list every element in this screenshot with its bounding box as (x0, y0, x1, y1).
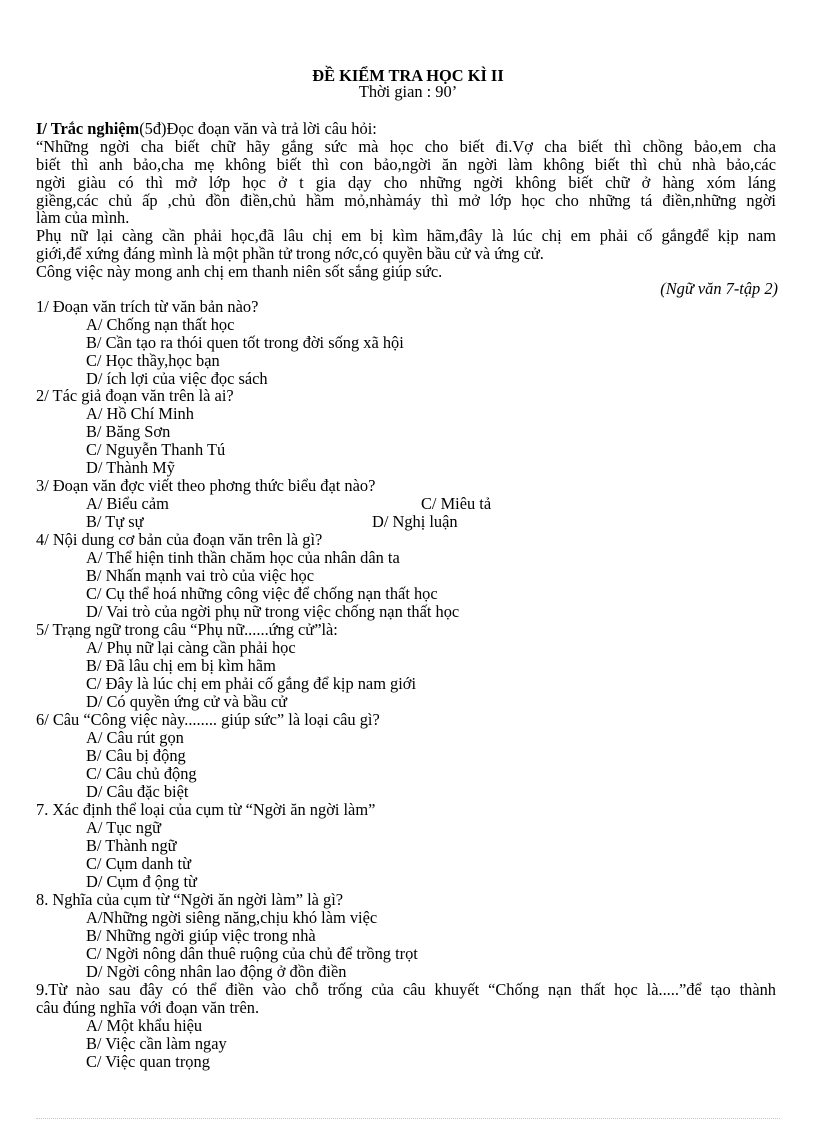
q4-option-c: C/ Cụ thể hoá những công việc để chống nạn thất học (86, 584, 438, 603)
exam-title: ĐỀ KIỂM TRA HỌC KÌ II (312, 66, 504, 85)
exam-time: Thời gian : 90’ (358, 82, 458, 101)
q5-option-a: A/ Phụ nữ lại càng cần phải học (86, 638, 296, 657)
q2-option-a: A/ Hồ Chí Minh (86, 404, 194, 423)
q1-option-d: D/ ích lợi của việc đọc sách (86, 369, 268, 388)
q6-option-c: C/ Câu chủ động (86, 764, 197, 783)
q5-option-d: D/ Có quyền ứng cử và bầu cử (86, 692, 287, 711)
q2-option-c: C/ Nguyễn Thanh Tú (86, 440, 226, 459)
q4-option-a: A/ Thể hiện tinh thần chăm học của nhân dân ta (86, 548, 400, 567)
part1-heading-line (36, 120, 377, 138)
page-bottom-rule (36, 1118, 780, 1119)
q8-option-a: A/Những ngời siêng năng,chịu khó làm việc (86, 908, 378, 927)
q5-option-b: B/ Đã lâu chị em bị kìm hãm (86, 656, 276, 675)
q8-option-b: B/ Những ngời giúp việc trong nhà (86, 926, 316, 945)
passage-source: (Ngữ văn 7-tập 2) (660, 279, 778, 298)
q3-option-d: D/ Nghị luận (372, 512, 458, 531)
passage-line: giới,để xứng đáng mình là một phần tử trong nớc,có quyền bầu cử và ứng cử. (36, 244, 544, 263)
question-6: 6/ Câu “Công việc này........ giúp sức” là loại câu gì? (36, 710, 380, 729)
q1-option-c: C/ Học thầy,học bạn (86, 351, 220, 370)
q7-option-c: C/ Cụm danh từ (86, 854, 191, 873)
q7-option-d: D/ Cụm đ ộng từ (86, 872, 197, 891)
q6-option-a: A/ Câu rút gọn (86, 728, 184, 747)
q4-option-d: D/ Vai trò của ngời phụ nữ trong việc chống nạn thất học (86, 602, 460, 621)
q3-option-b: B/ Tự sự (86, 512, 144, 531)
passage-line: Phụ nữ lại càng cần phải học,đã lâu chị em bị kìm hãm,đây là lúc chị em phải cố gắngđể kịp nam (36, 226, 776, 245)
q6-option-d: D/ Câu đặc biệt (86, 782, 189, 801)
question-3: 3/ Đoạn văn đợc viết theo phơng thức biểu đạt nào? (36, 476, 376, 495)
q3-option-c: C/ Miêu tả (421, 494, 492, 513)
q9-option-a: A/ Một khẩu hiệu (86, 1016, 203, 1035)
question-5: 5/ Trạng ngữ trong câu “Phụ nữ......ứng cử”là: (36, 620, 338, 639)
part1-heading: I/ Trắc nghiệm (36, 119, 140, 138)
q7-option-a: A/ Tục ngữ (86, 818, 162, 837)
passage-line: ngời giàu có thì mở lớp học ở t gia dạy cho những ngời không biết chữ ở hàng xóm láng (36, 173, 776, 192)
q9-option-b: B/ Việc cần làm ngay (86, 1034, 227, 1053)
passage-line: biết thì anh bảo,cha mẹ không biết thì con bảo,ngời ăn ngời làm không biết thì chủ nhà bảo,các (36, 155, 776, 174)
q1-option-a: A/ Chống nạn thất học (86, 315, 235, 334)
passage-line: làm của mình. (36, 208, 130, 227)
question-4: 4/ Nội dung cơ bản của đoạn văn trên là gì? (36, 530, 323, 549)
question-8: 8. Nghĩa của cụm từ “Ngời ăn ngời làm” là gì? (36, 890, 344, 909)
question-2: 2/ Tác giả đoạn văn trên là ai? (36, 386, 234, 405)
q8-option-d: D/ Ngời công nhân lao động ở đồn điền (86, 962, 347, 981)
q4-option-b: B/ Nhấn mạnh vai trò của việc học (86, 566, 315, 585)
q9-option-c: C/ Việc quan trọng (86, 1052, 210, 1071)
q8-option-c: C/ Ngời nông dân thuê ruộng của chủ để trồng trọt (86, 944, 418, 963)
question-9-cont: câu đúng nghĩa với đoạn văn trên. (36, 998, 260, 1017)
part1-instruction: (5đ)Đọc đoạn văn và trả lời câu hỏi: (139, 119, 377, 138)
question-9: 9.Từ nào sau đây có thể điền vào chỗ trống của câu khuyết “Chống nạn thất học là.....”để tạo thành (36, 980, 776, 999)
q2-option-d: D/ Thành Mỹ (86, 458, 175, 477)
passage-line: Công việc này mong anh chị em thanh niên sốt sắng giúp sức. (36, 262, 443, 281)
q7-option-b: B/ Thành ngữ (86, 836, 177, 855)
question-7: 7. Xác định thể loại của cụm từ “Ngời ăn ngời làm” (36, 800, 376, 819)
q2-option-b: B/ Băng Sơn (86, 422, 171, 441)
q5-option-c: C/ Đây là lúc chị em phải cố gắng để kịp nam giới (86, 674, 417, 693)
passage-line: giềng,các chủ ấp ,chủ đồn điền,chủ hầm mỏ,nhàmáy thì mở lớp học cho những tá điền,những ngời (36, 191, 776, 210)
q1-option-b: B/ Cần tạo ra thói quen tốt trong đời sống xã hội (86, 333, 404, 352)
question-1: 1/ Đoạn văn trích từ văn bản nào? (36, 297, 259, 316)
q3-option-a: A/ Biểu cảm (86, 494, 169, 513)
passage-line: “Những ngời cha biết chữ hãy gắng sức mà học cho biết đi.Vợ cha biết thì chồng bảo,em cha (36, 137, 776, 156)
q6-option-b: B/ Câu bị động (86, 746, 186, 765)
